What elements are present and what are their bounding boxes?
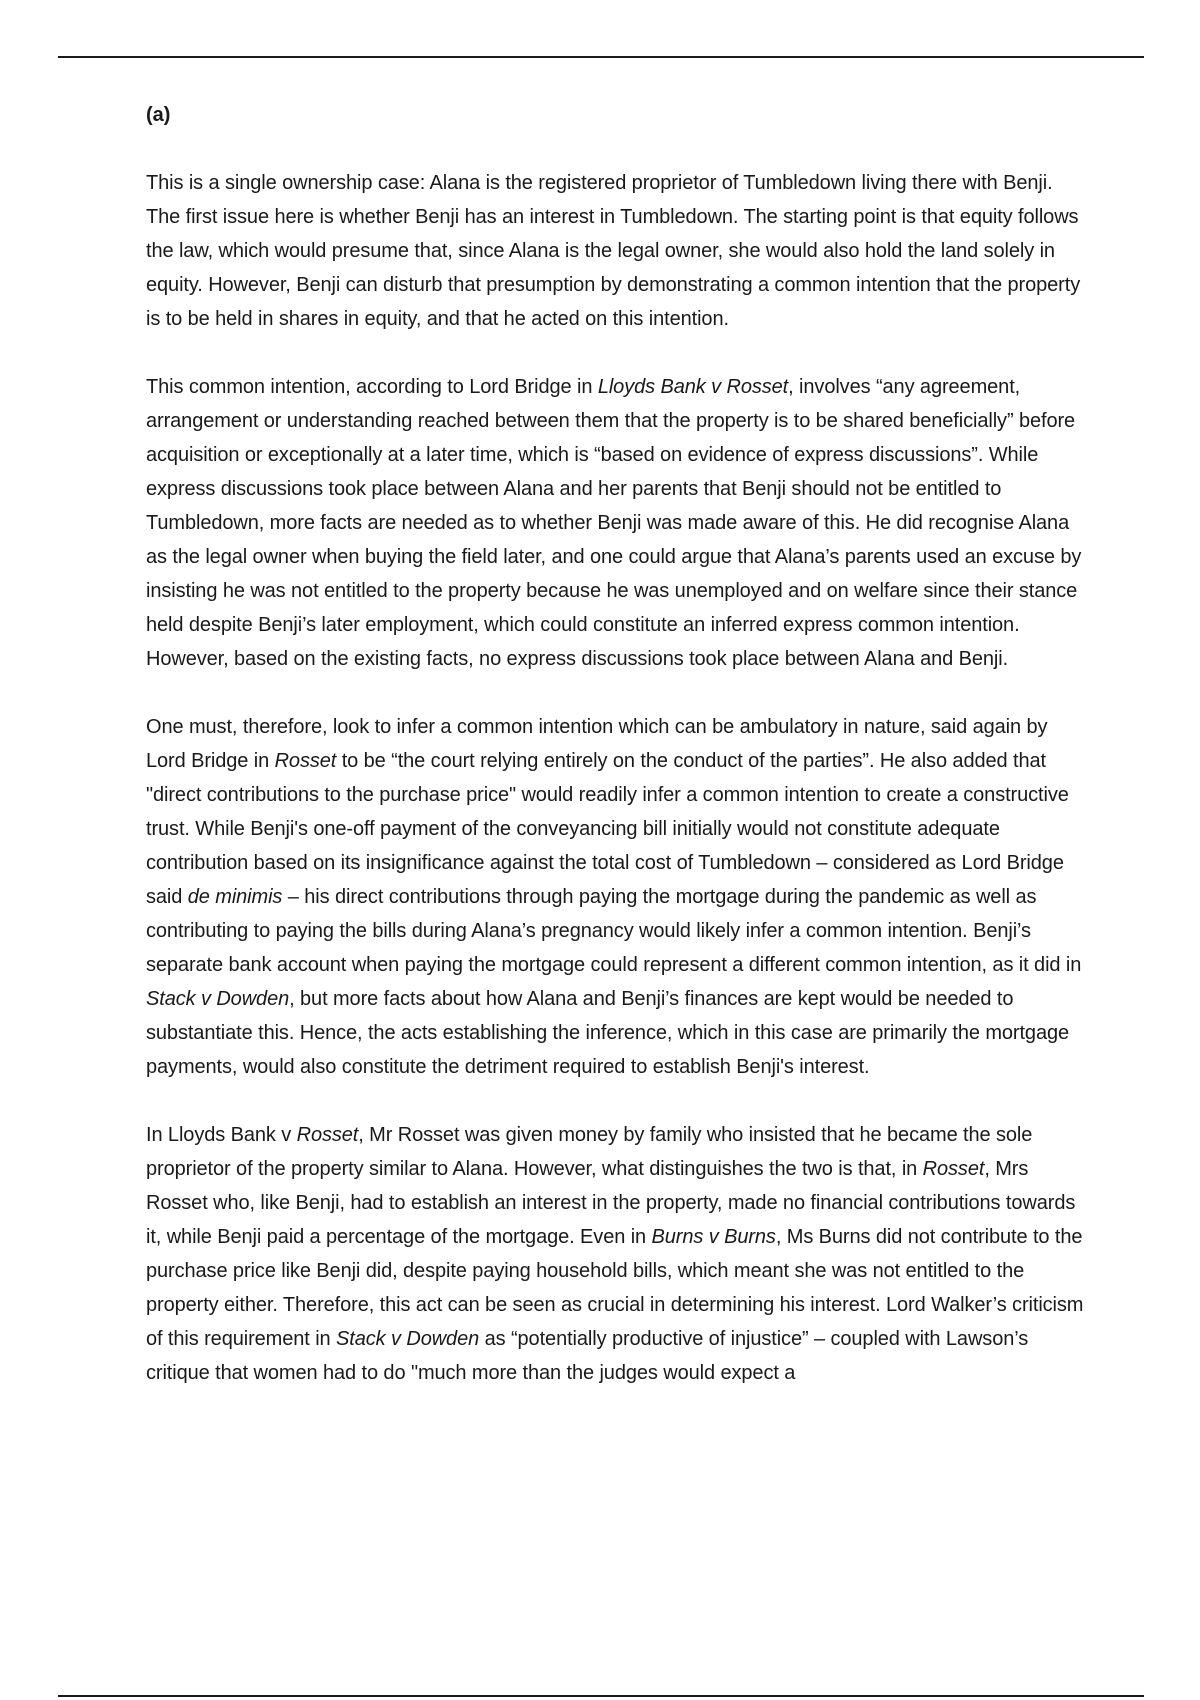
p2-case-citation: Lloyds Bank v Rosset: [597, 376, 789, 398]
p3-seg-2: to be “the court relying entirely on the conduct of the parties”. He also added that "direct contributions to the purchase price" would readily infer a common intention to create a constructive trust. While Benji's one-off payment of the conveyancing bill initially would not constitute adequate contribution based on its insignificance against the total cost of Tumbledown – considered as Lord Bridge said: [146, 750, 1069, 908]
p4-seg-6: , Ms Burns did not contribute to the purchase price like Benji did, despite paying household bills, which meant she was not entitled to the property either. Therefore, this act can be seen as crucial in determining his interest. Lord Walker’s criticism of this requirement in: [146, 1226, 1084, 1350]
p3-seg-6: , but more facts about how Alana and Benji’s finances are kept would be needed to substantiate this. Hence, the acts establishing the inference, which in this case are primarily the mortgage payments, would also constitute the detriment required to establish Benji's interest.: [146, 988, 1070, 1078]
p3-seg-4: – his direct contributions through paying the mortgage during the pandemic as well as contributing to paying the bills during Alana’s pregnancy would likely infer a common intention. Benji’s separate bank account when paying the mortgage could represent a different common intention, as it did in: [146, 886, 1082, 976]
p4-case-citation-burns: Burns v Burns: [651, 1226, 776, 1248]
p4-seg-2: , Mr Rosset was given money by family who insisted that he became the sole proprietor of the property similar to Alana. However, what distinguishes the two is that, in: [146, 1124, 1033, 1180]
paragraph-4: [146, 1118, 1086, 1390]
p4-case-citation-stack: Stack v Dowden: [336, 1328, 480, 1350]
p4-seg-8: as “potentially productive of injustice” – coupled with Lawson’s critique that women had to do "much more than the judges would expect a: [146, 1328, 1029, 1384]
p4-seg-4: , Mrs Rosset who, like Benji, had to establish an interest in the property, made no financial contributions towards it, while Benji paid a percentage of the mortgage. Even in: [146, 1158, 1076, 1248]
document-body: [146, 98, 1086, 1390]
bottom-rule: [58, 1695, 1144, 1697]
p4-case-citation-rosset-2: Rosset: [922, 1158, 985, 1180]
p4-seg-0: In Lloyds Bank v: [146, 1124, 297, 1146]
p1-seg-0: This is a single ownership case: Alana is the registered proprietor of Tumbledown living there with Benji. The first issue here is whether Benji has an interest in Tumbledown. The starting point is that equity follows the law, which would presume that, since Alana is the legal owner, she would also hold the land solely in equity. However, Benji can disturb that presumption by demonstrating a common intention that the property is to be held in shares in equity, and that he acted on this intention.: [146, 172, 1081, 330]
p3-seg-0: One must, therefore, look to infer a common intention which can be ambulatory in nature, said again by Lord Bridge in: [146, 716, 1048, 772]
p4-case-citation-rosset-1: Rosset: [296, 1124, 359, 1146]
p3-case-citation-rosset: Rosset: [274, 750, 337, 772]
p3-case-citation-stack: Stack v Dowden: [146, 988, 290, 1010]
top-rule: [58, 56, 1144, 58]
paragraph-2: [146, 370, 1086, 676]
p3-latin-term: de minimis: [187, 886, 283, 908]
p2-seg-2: , involves “any agreement, arrangement or understanding reached between them that the property is to be shared beneficially” before acquisition or exceptionally at a later time, which is “based on evidence of express discussions”. While express discussions took place between Alana and her parents that Benji should not be entitled to Tumbledown, more facts are needed as to whether Benji was made aware of this. He did recognise Alana as the legal owner when buying the field later, and one could argue that Alana’s parents used an excuse by insisting he was not entitled to the property because he was unemployed and on welfare since their stance held despite Benji’s later employment, which could constitute an inferred express common intention. However, based on the existing facts, no express discussions took place between Alana and Benji.: [146, 376, 1082, 670]
paragraph-3: [146, 710, 1086, 1084]
p2-seg-0: This common intention, according to Lord Bridge in: [146, 376, 598, 398]
paragraph-1: [146, 166, 1086, 336]
section-heading: (a): [146, 104, 171, 126]
